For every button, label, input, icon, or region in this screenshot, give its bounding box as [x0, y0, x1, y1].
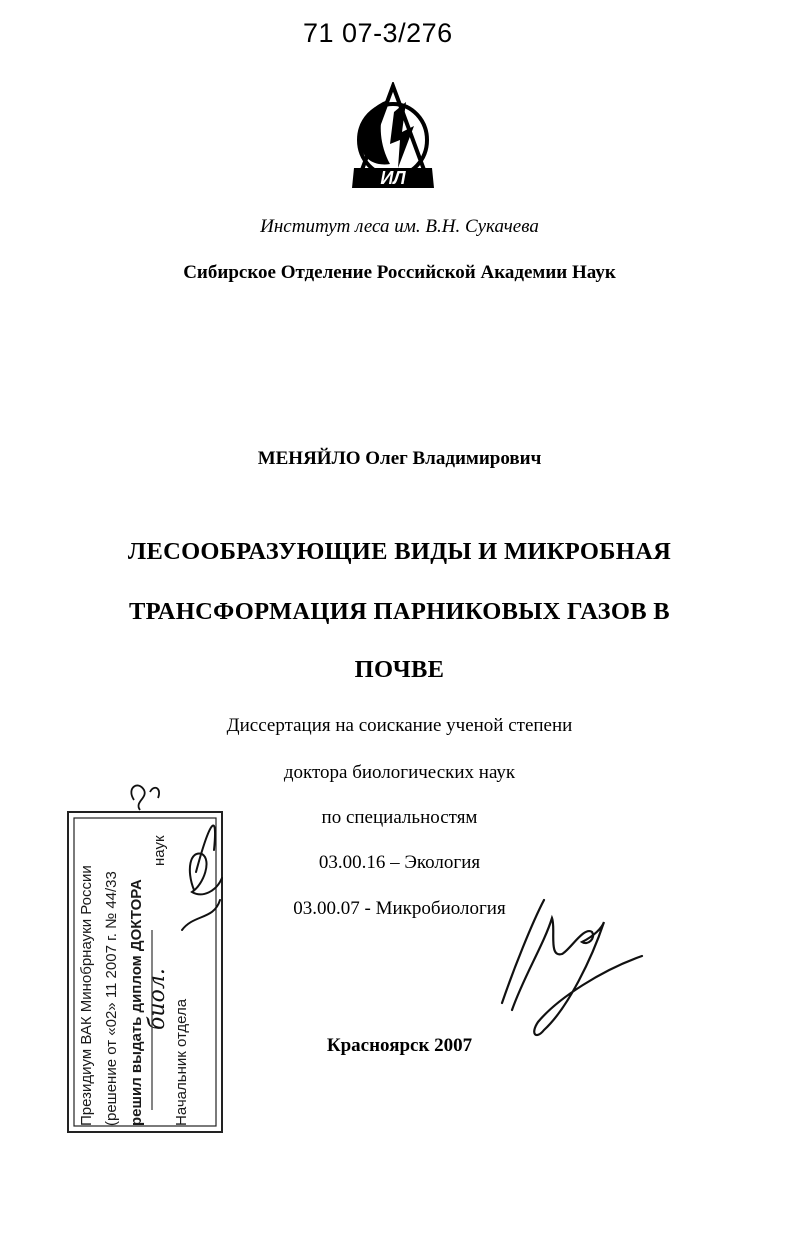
specialty-microbiology: 03.00.07 - Микробиология [293, 898, 506, 919]
stamp-line-3: решил выдать диплом ДОКТОРА [128, 879, 145, 1126]
signature [492, 898, 652, 1048]
title-line-3: ПОЧВЕ [354, 656, 445, 683]
title-line-1: ЛЕСООБРАЗУЮЩИЕ ВИДЫ И МИКРОБНАЯ [127, 538, 672, 565]
document-code: 71 07-3/276 [303, 18, 453, 48]
branch-name: Сибирское Отделение Российской Академии Наук [183, 262, 616, 283]
title-line-2: ТРАНСФОРМАЦИЯ ПАРНИКОВЫХ ГАЗОВ В [129, 598, 670, 625]
handwritten-field: биол. [145, 968, 170, 1030]
author-name: МЕНЯЙЛО Олег Владимирович [257, 448, 542, 469]
stamp-line-2: (решение от «02» 11 2007 г. № 44/33 [103, 871, 120, 1126]
subtitle-specialties: по специальностям [321, 807, 478, 828]
specialty-ecology: 03.00.16 – Экология [318, 852, 481, 873]
institute-name: Институт леса им. В.Н. Сукачева [260, 216, 539, 237]
stamp-line-4: Начальник отдела [173, 998, 190, 1126]
subtitle-doctor: доктора биологических наук [283, 762, 516, 783]
logo-letters: ИЛ [380, 168, 406, 188]
city-year: Красноярск 2007 [326, 1035, 473, 1056]
stamp-line-3b: наук [151, 835, 168, 866]
vak-stamp [64, 780, 226, 1136]
institute-logo-icon [348, 82, 438, 190]
stamp-line-1: Президиум ВАК Минобрнауки России [78, 865, 95, 1126]
subtitle-degree: Диссертация на соискание ученой степени [226, 715, 573, 736]
